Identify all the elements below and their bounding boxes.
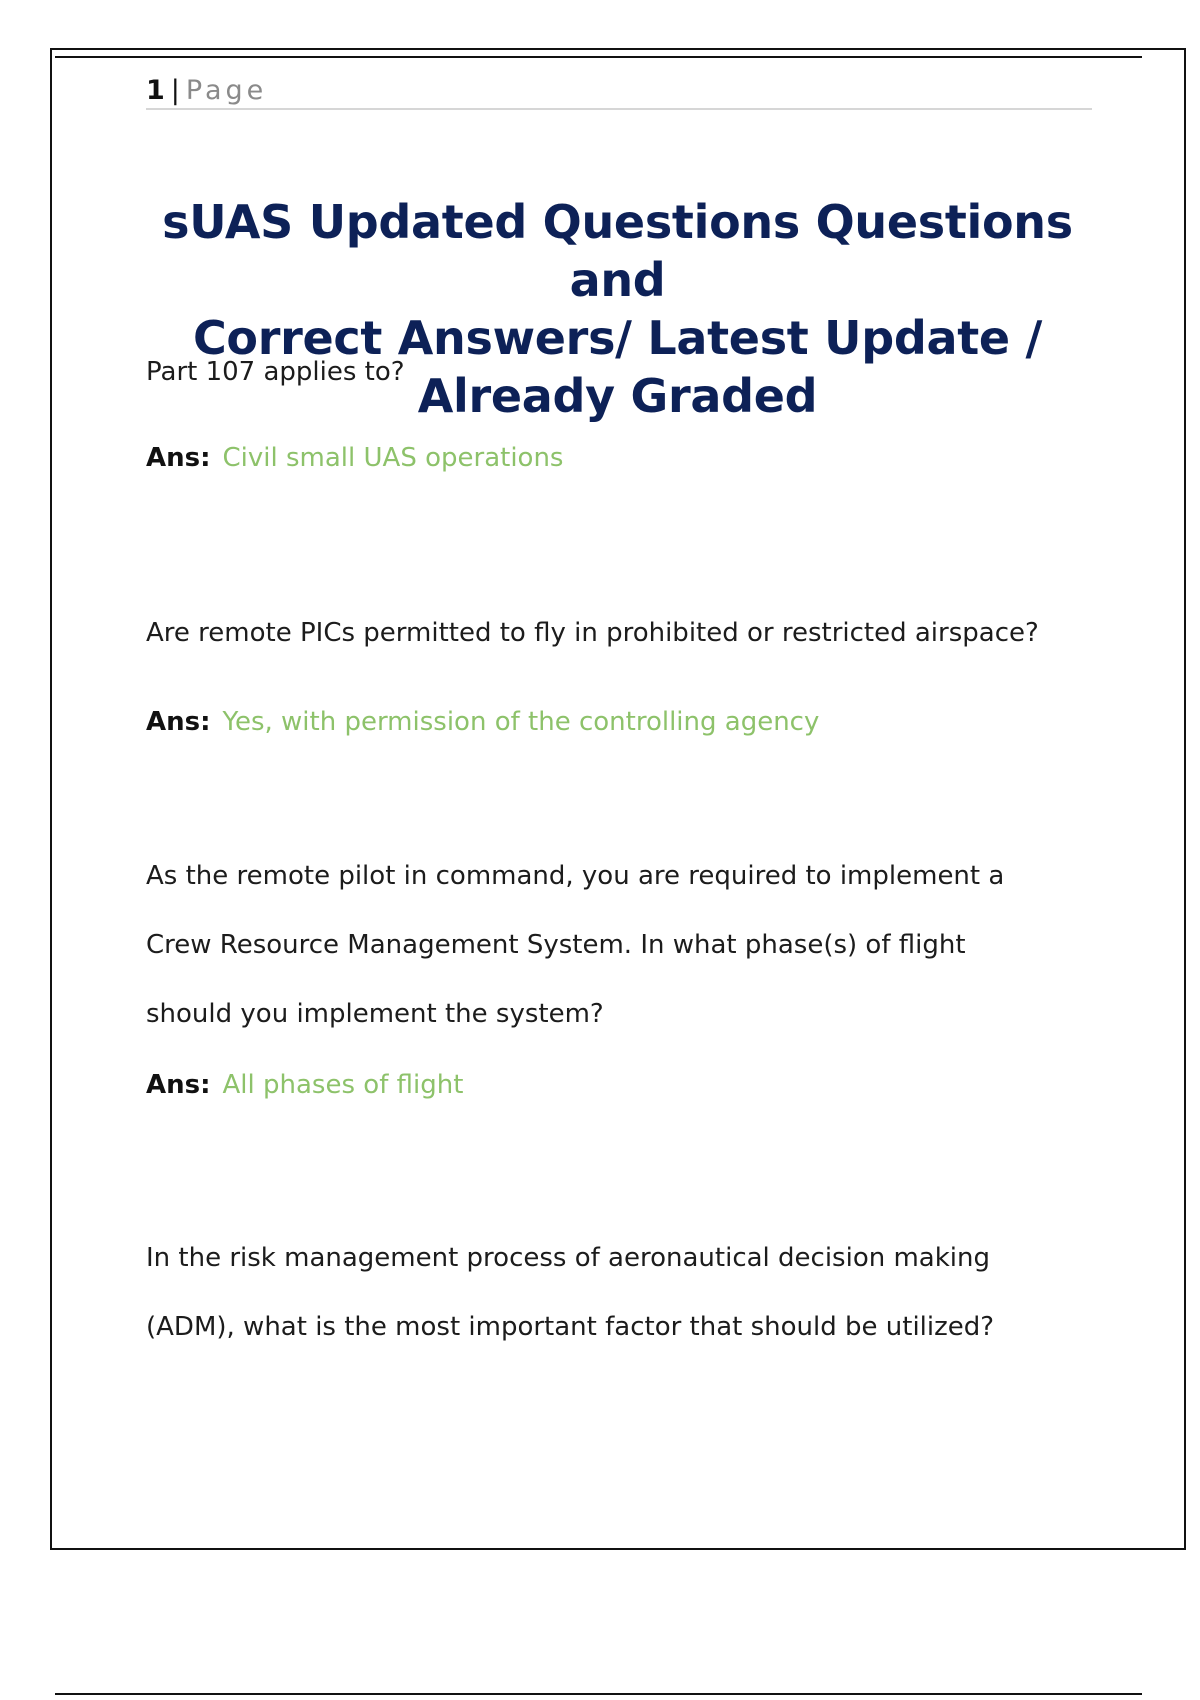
answer-row xyxy=(146,705,1106,739)
qa-item xyxy=(146,355,1106,475)
question-text: (ADM), what is the most important factor that should be utilized? xyxy=(146,1312,995,1342)
question-text: should you implement the system? xyxy=(146,999,604,1029)
question-text: Crew Resource Management System. In what phase(s) of flight xyxy=(146,930,966,960)
answer-label: Ans: xyxy=(146,1070,211,1100)
answer-text: All phases of flight xyxy=(222,1070,464,1100)
page-header xyxy=(146,74,1092,110)
title-line: Correct Answers/ Latest Update / xyxy=(192,311,1043,365)
question-text: In the risk management process of aeronautical decision making xyxy=(146,1243,990,1273)
bottom-rule xyxy=(55,1693,1142,1695)
answer-label: Ans: xyxy=(146,707,211,737)
answer-row xyxy=(146,1068,1106,1102)
page-number: 1 xyxy=(146,75,165,106)
qa-item xyxy=(146,616,1106,739)
page-label: Page xyxy=(185,75,268,106)
question-text: Part 107 applies to? xyxy=(146,357,405,387)
answer-text: Civil small UAS operations xyxy=(222,443,564,473)
qa-item xyxy=(146,1224,1106,1362)
question-text: As the remote pilot in command, you are required to implement a xyxy=(146,861,1005,891)
top-rule xyxy=(55,56,1142,58)
page-separator: | xyxy=(170,75,180,106)
title-line: sUAS Updated Questions Questions and xyxy=(162,195,1073,307)
answer-row xyxy=(146,441,1106,475)
answer-text: Yes, with permission of the controlling agency xyxy=(222,707,820,737)
question-text: Are remote PICs permitted to fly in prohibited or restricted airspace? xyxy=(146,618,1039,648)
qa-item xyxy=(146,842,1106,1102)
answer-label: Ans: xyxy=(146,443,211,473)
title-line: Already Graded xyxy=(417,369,818,423)
